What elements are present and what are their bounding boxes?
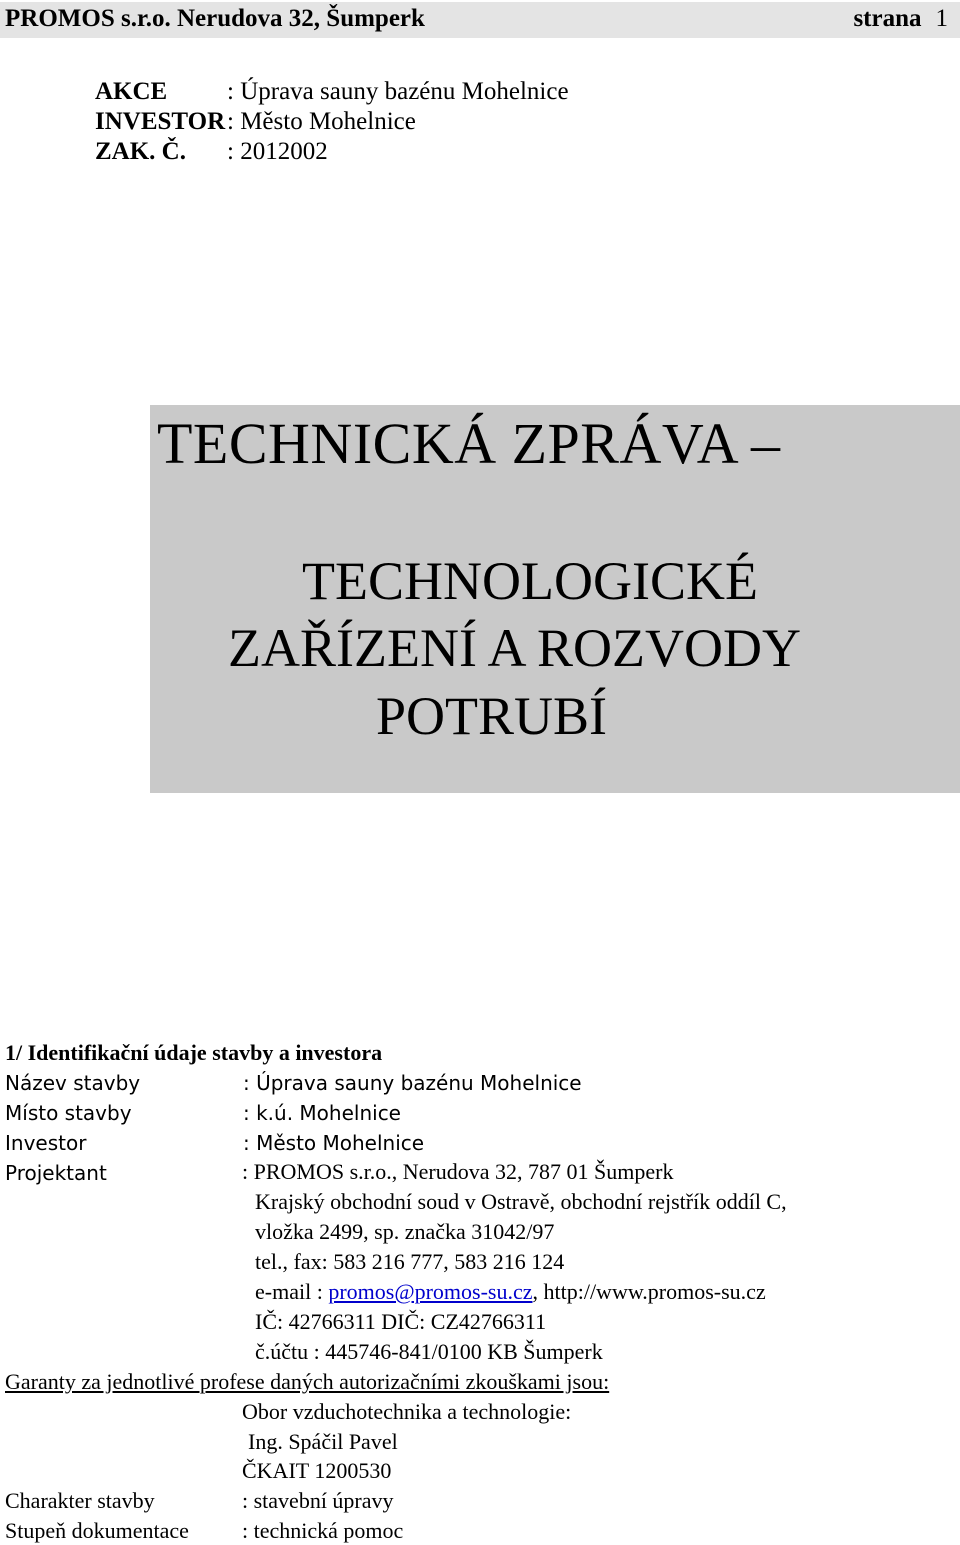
page-indicator	[853, 5, 948, 33]
guarantors-heading: Garanty za jednotlivé profese daných autorizačními zkouškami jsou:	[5, 1369, 610, 1394]
document-title: TECHNICKÁ ZPRÁVA –	[157, 411, 781, 476]
email-link[interactable]: promos@promos-su.cz	[328, 1279, 533, 1304]
page-label: strana	[853, 5, 922, 32]
akce-value: : Úprava sauny bazénu Mohelnice	[227, 78, 569, 105]
investor-value: : Město Mohelnice	[227, 108, 416, 135]
zak-value: : 2012002	[227, 138, 328, 165]
misto-label: Místo stavby	[5, 1101, 132, 1125]
charakter-value: : stavební úpravy	[242, 1488, 394, 1513]
web-text: , http://www.promos-su.cz	[532, 1279, 766, 1304]
bank-account: č.účtu : 445746-841/0100 KB Šumperk	[255, 1339, 603, 1364]
tel-fax: tel., fax: 583 216 777, 583 216 124	[255, 1249, 565, 1274]
stupen-value: : technická pomoc	[242, 1518, 404, 1543]
document-subtitle-line2: ZAŘÍZENÍ A ROZVODY	[228, 618, 801, 678]
contact-line	[255, 1279, 766, 1305]
investor-field-value: : Město Mohelnice	[243, 1131, 425, 1155]
document-subtitle-line3: POTRUBÍ	[376, 686, 608, 746]
email-prefix: e-mail :	[255, 1279, 329, 1304]
stupen-label: Stupeň dokumentace	[5, 1518, 189, 1543]
investor-label: INVESTOR	[95, 108, 226, 135]
court-line2: vložka 2499, sp. značka 31042/97	[255, 1219, 555, 1244]
ico-dic: IČ: 42766311 DIČ: CZ42766311	[255, 1309, 547, 1334]
nazev-label: Název stavby	[5, 1071, 141, 1095]
guarantor-ckait: ČKAIT 1200530	[242, 1458, 392, 1483]
zak-label: ZAK. Č.	[95, 138, 186, 165]
projektant-label: Projektant	[5, 1161, 107, 1185]
projektant-value: : PROMOS s.r.o., Nerudova 32, 787 01 Šumperk	[242, 1159, 674, 1184]
court-line1: Krajský obchodní soud v Ostravě, obchodní rejstřík oddíl C,	[255, 1189, 787, 1214]
company-header: PROMOS s.r.o. Nerudova 32, Šumperk	[5, 5, 425, 32]
guarantor-name: Ing. Spáčil Pavel	[248, 1429, 398, 1454]
investor-field-label: Investor	[5, 1131, 87, 1155]
nazev-value: : Úprava sauny bazénu Mohelnice	[243, 1071, 582, 1095]
section-heading: 1/ Identifikační údaje stavby a investora	[5, 1040, 383, 1065]
akce-label: AKCE	[95, 78, 168, 105]
misto-value: : k.ú. Mohelnice	[243, 1101, 401, 1125]
guarantor-field: Obor vzduchotechnika a technologie:	[242, 1399, 572, 1424]
page-number: 1	[935, 5, 948, 32]
charakter-label: Charakter stavby	[5, 1488, 155, 1513]
document-subtitle-line1: TECHNOLOGICKÉ	[302, 551, 758, 611]
